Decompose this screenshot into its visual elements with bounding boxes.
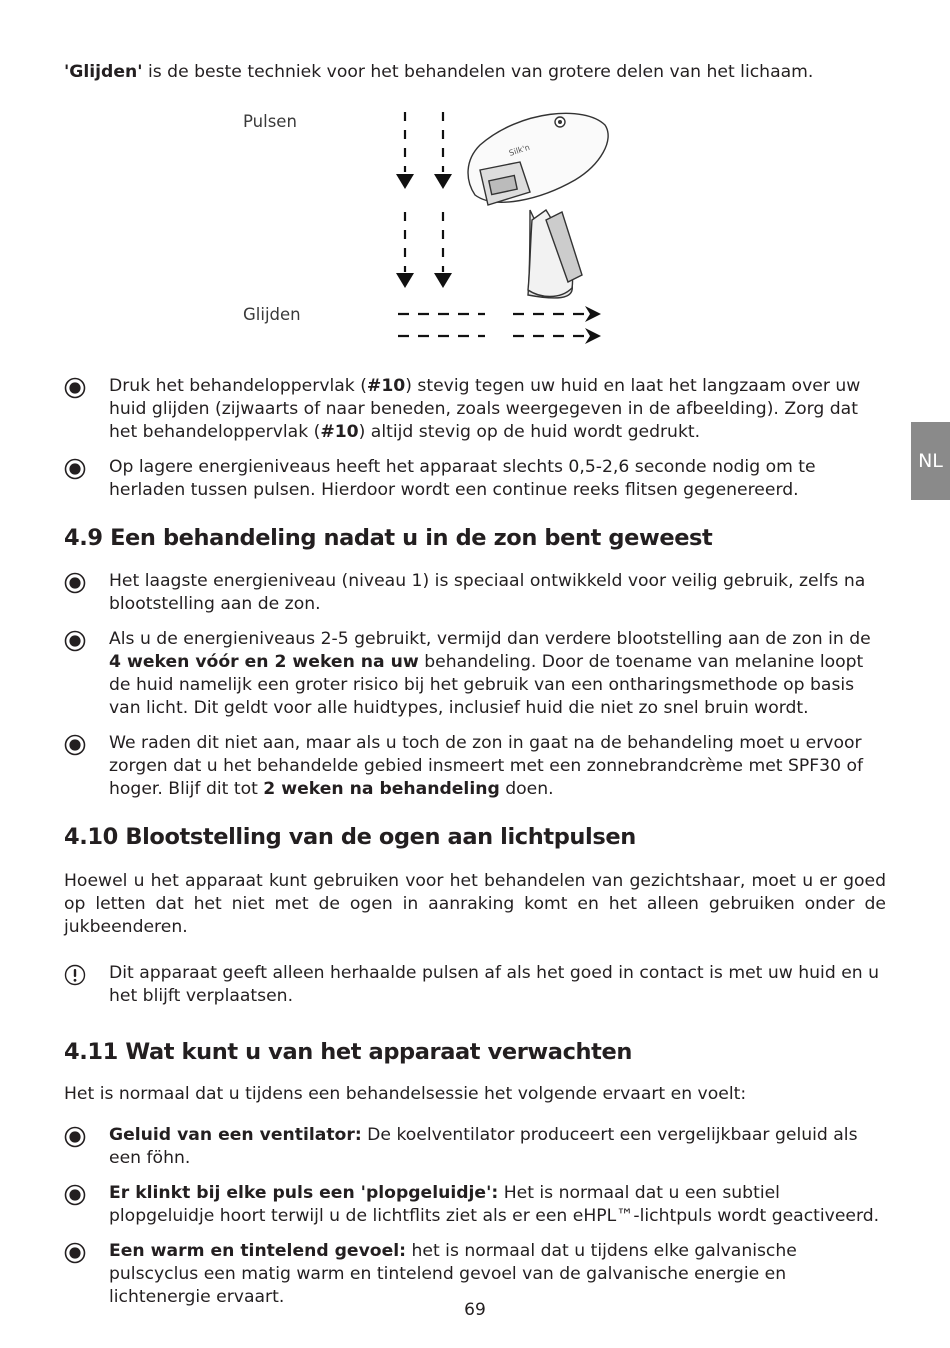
text-run: Als u de energieniveaus 2-5 gebruikt, vermijd dan verdere blootstelling aan de zon in de bbox=[109, 629, 871, 649]
target-bullet-icon bbox=[64, 1242, 86, 1264]
target-bullet-icon bbox=[64, 734, 86, 756]
list-item-text bbox=[109, 628, 888, 720]
list-item-text bbox=[109, 732, 888, 801]
bold-text: #10 bbox=[366, 376, 406, 396]
bold-text: Geluid van een ventilator: bbox=[109, 1125, 362, 1145]
text-run: ) stevig tegen uw huid en laat het langzaam over uw huid glijden (zijwaarts of naar beneden, zoals weergegeven in de afbeelding). Zorg dat het behandeloppervlak ( bbox=[109, 376, 861, 442]
bold-text: 2 weken na behandeling bbox=[263, 779, 500, 799]
gliding-technique-figure bbox=[230, 100, 630, 360]
intro-bold: 'Glijden' bbox=[64, 62, 143, 82]
bold-text: #10 bbox=[320, 422, 359, 442]
target-bullet-icon bbox=[64, 630, 86, 652]
list-item bbox=[64, 375, 888, 444]
list-item bbox=[64, 570, 888, 616]
text-run: Druk het behandeloppervlak ( bbox=[109, 376, 367, 396]
target-bullet-icon bbox=[64, 458, 86, 480]
text-run: Het laagste energieniveau (niveau 1) is speciaal ontwikkeld voor veilig gebruik, zelfs na blootstelling aan de zon. bbox=[109, 571, 866, 614]
section-4-11-heading: 4.11 Wat kunt u van het apparaat verwachten bbox=[64, 1039, 632, 1065]
list-item bbox=[64, 732, 888, 801]
glide-arrows bbox=[398, 314, 585, 336]
text-run: Het is normaal dat u een subtiel plopgeluidje hoort terwijl u de lichtflits ziet als er een eHPL™-lichtpuls wordt geactiveerd. bbox=[109, 1183, 880, 1226]
page-number: 69 bbox=[464, 1300, 486, 1320]
section-4-10-paragraph: Hoewel u het apparaat kunt gebruiken voor het behandelen van gezichtshaar, moet u er goed op letten dat het niet met de ogen in aanraking komt en het alleen gebruiken onder de jukbeenderen. bbox=[64, 871, 886, 937]
target-bullet-icon bbox=[64, 1126, 86, 1148]
target-bullet-icon bbox=[64, 572, 86, 594]
list-item bbox=[64, 1240, 888, 1309]
exclamation-icon bbox=[64, 964, 86, 986]
label-glijden: Glijden bbox=[243, 305, 301, 324]
target-bullet-icon bbox=[64, 1184, 86, 1206]
warning-note bbox=[64, 962, 888, 1008]
section-4-11-paragraph: Het is normaal dat u tijdens een behandelsessie het volgende ervaart en voelt: bbox=[64, 1084, 747, 1104]
pulse-arrows bbox=[405, 112, 443, 272]
label-pulsen: Pulsen bbox=[243, 112, 297, 131]
intro-rest: is de beste techniek voor het behandelen van grotere delen van het lichaam. bbox=[142, 62, 814, 82]
list-item-text bbox=[109, 1240, 888, 1309]
device-illustration bbox=[468, 113, 608, 298]
text-run: Op lagere energieniveaus heeft het apparaat slechts 0,5-2,6 seconde nodig om te herladen tussen pulsen. Hierdoor wordt een continue reeks flitsen gegenereerd. bbox=[109, 457, 816, 500]
list-item bbox=[64, 456, 888, 502]
list-item-text bbox=[109, 570, 888, 616]
list-item-text bbox=[109, 456, 888, 502]
list-item-text bbox=[109, 375, 888, 444]
section-4-10-heading: 4.10 Blootstelling van de ogen aan lichtpulsen bbox=[64, 824, 636, 850]
text-run: De koelventilator produceert een vergelijkbaar geluid als een föhn. bbox=[109, 1125, 858, 1168]
intro-text bbox=[64, 61, 894, 84]
list-item-text bbox=[109, 1124, 888, 1170]
device-brand-text: Silk'n bbox=[507, 142, 532, 158]
text-run: doen. bbox=[499, 779, 554, 799]
technique-diagram-svg bbox=[230, 100, 630, 360]
text-run: behandeling. Door de toename van melanine loopt de huid namelijk een groter risico bij het gebruik van een ontharingsmethode op basis van licht. Dit geldt voor alle huidtypes, inclusief huid die niet zo snel bruin wordt. bbox=[109, 652, 864, 718]
list-item bbox=[64, 1124, 888, 1170]
section-4-9-heading: 4.9 Een behandeling nadat u in de zon bent geweest bbox=[64, 525, 713, 551]
text-run: We raden dit niet aan, maar als u toch de zon in gaat na de behandeling moet u ervoor zorgen dat u het behandelde gebied insmeert met een zonnebrandcrème met SPF30 of hoger. Blijf dit tot bbox=[109, 733, 864, 799]
list-item bbox=[64, 628, 888, 720]
text-run: ) altijd stevig op de huid wordt gedrukt. bbox=[358, 422, 701, 442]
list-item-text bbox=[109, 1182, 888, 1228]
bold-text: Er klinkt bij elke puls een 'plopgeluidje': bbox=[109, 1183, 499, 1203]
bold-text: Een warm en tintelend gevoel: bbox=[109, 1241, 407, 1261]
warning-text: Dit apparaat geeft alleen herhaalde pulsen af als het goed in contact is met uw huid en u het blijft verplaatsen. bbox=[109, 963, 880, 1006]
text-run: het is normaal dat u tijdens elke galvanische pulscyclus een matig warm en tintelend gevoel van de galvanische energie en lichtenergie ervaart. bbox=[109, 1241, 797, 1307]
target-bullet-icon bbox=[64, 377, 86, 399]
glide-arrowheads bbox=[585, 306, 601, 344]
bold-text: 4 weken vóór en 2 weken na uw bbox=[109, 652, 419, 672]
language-tab: NL bbox=[911, 422, 950, 500]
list-item bbox=[64, 1182, 888, 1228]
